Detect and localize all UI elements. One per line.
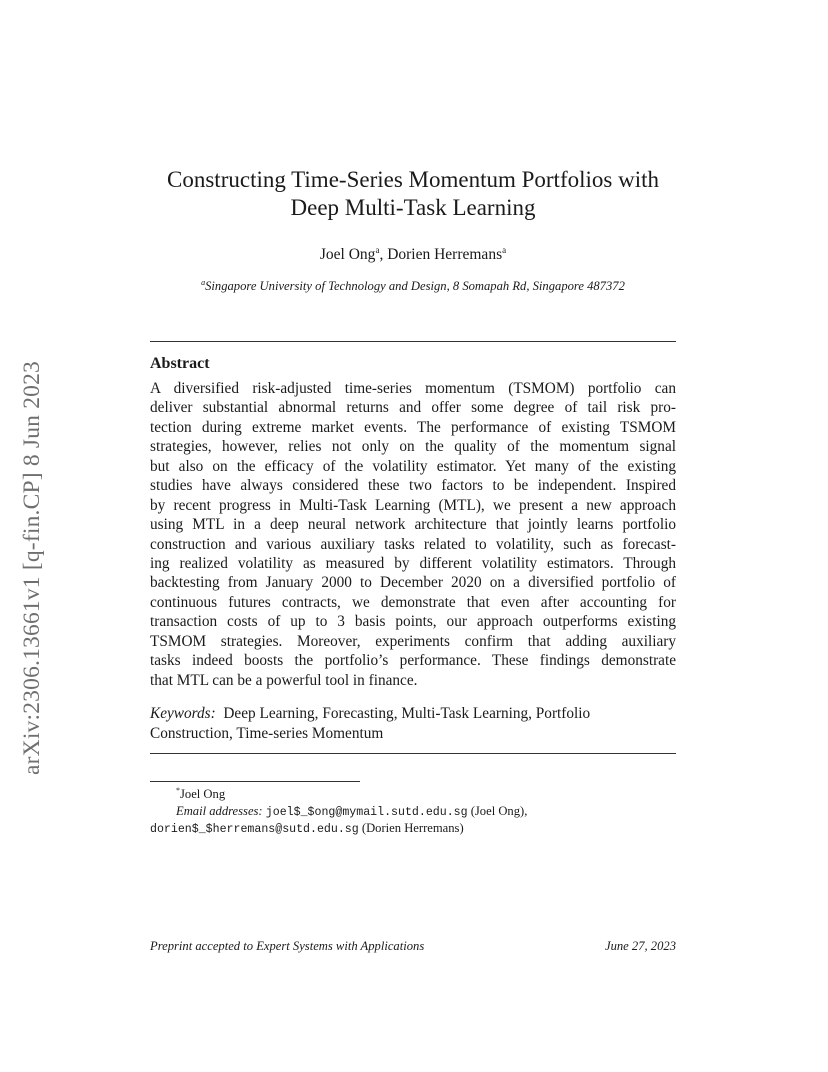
email-line bbox=[150, 803, 676, 820]
paper-title bbox=[150, 166, 676, 222]
arxiv-identifier: arXiv:2306.13661v1 [q-fin.CP] 8 Jun 2023 bbox=[19, 360, 45, 775]
abstract-line: ing realized volatility as measured by different volatility estimators. Through bbox=[150, 554, 676, 572]
author-list bbox=[150, 245, 676, 265]
keywords-text: Deep Learning, Forecasting, Multi-Task Learning, Portfolio bbox=[223, 705, 591, 722]
footnote bbox=[150, 786, 676, 837]
preprint-date: June 27, 2023 bbox=[605, 939, 676, 953]
corresponding-author-name: Joel Ong bbox=[180, 787, 226, 801]
email-owner: (Joel Ong), bbox=[467, 804, 528, 818]
abstract-line: TSMOM strategies. Moreover, experiments confirm that adding auxiliary bbox=[150, 632, 676, 650]
footnote-mark: * bbox=[176, 786, 180, 795]
abstract-line: by recent progress in Multi-Task Learning (MTL), we present a new approach bbox=[150, 496, 676, 514]
email-owner: (Dorien Herremans) bbox=[358, 821, 464, 835]
affiliation-mark: a bbox=[502, 245, 507, 255]
abstract-top-rule bbox=[150, 341, 676, 342]
email-line bbox=[150, 820, 676, 837]
corresponding-author bbox=[150, 786, 676, 803]
keywords-line-1 bbox=[150, 704, 676, 724]
abstract-line: tasks indeed boosts the portfolio’s performance. These findings demonstrate bbox=[150, 652, 676, 670]
affiliation-text: Singapore University of Technology and Design, 8 Somapah Rd, Singapore 487372 bbox=[205, 279, 625, 293]
keywords bbox=[150, 704, 676, 743]
abstract-line: construction and various auxiliary tasks related to volatility, such as forecast- bbox=[150, 535, 676, 553]
abstract-line: A diversified risk-adjusted time-series momentum (TSMOM) portfolio can bbox=[150, 380, 676, 397]
author-name: Joel Ong bbox=[319, 246, 376, 263]
abstract-line: studies have always considered these two factors to be independent. Inspired bbox=[150, 477, 676, 495]
author-name: Dorien Herremans bbox=[387, 246, 503, 263]
abstract-line: using MTL in a deep neural network architecture that jointly learns portfolio bbox=[150, 516, 676, 534]
abstract-line: tection during extreme market events. The performance of existing TSMOM bbox=[150, 418, 676, 436]
abstract-line: strategies, however, relies not only on the quality of the momentum signal bbox=[150, 438, 676, 456]
abstract-line: that MTL can be a powerful tool in finance. bbox=[150, 671, 418, 689]
abstract-line: but also on the efficacy of the volatility estimator. Yet many of the existing bbox=[150, 457, 676, 475]
footnote-rule bbox=[150, 781, 360, 782]
email-label: Email addresses: bbox=[176, 804, 263, 818]
abstract-line: deliver substantial abnormal returns and offer some degree of tail risk pro- bbox=[150, 399, 676, 417]
affiliation-mark: a bbox=[201, 278, 206, 287]
affiliation bbox=[150, 277, 676, 295]
email-link[interactable]: joel$_$ong@mymail.sutd.edu.sg bbox=[265, 806, 468, 819]
keywords-label: Keywords: bbox=[150, 705, 216, 722]
abstract-line: transaction costs of up to 3 basis points, our approach outperforms existing bbox=[150, 613, 676, 631]
abstract-heading: Abstract bbox=[150, 355, 210, 372]
abstract-line: backtesting from January 2000 to December 2020 on a diversified portfolio of bbox=[150, 574, 676, 592]
title-line-2: Deep Multi-Task Learning bbox=[290, 195, 536, 220]
keywords-line-2: Construction, Time-series Momentum bbox=[150, 724, 384, 742]
abstract-line: continuous futures contracts, we demonstrate that even after accounting for bbox=[150, 593, 676, 611]
email-link[interactable]: dorien$_$herremans@sutd.edu.sg bbox=[150, 823, 359, 836]
preprint-note: Preprint accepted to Expert Systems with Applications bbox=[150, 939, 425, 953]
affiliation-mark: a bbox=[375, 245, 380, 255]
title-line-1: Constructing Time-Series Momentum Portfolios with bbox=[167, 167, 659, 192]
abstract-body bbox=[150, 379, 676, 690]
abstract-bottom-rule bbox=[150, 753, 676, 754]
author-separator: , bbox=[379, 246, 388, 263]
